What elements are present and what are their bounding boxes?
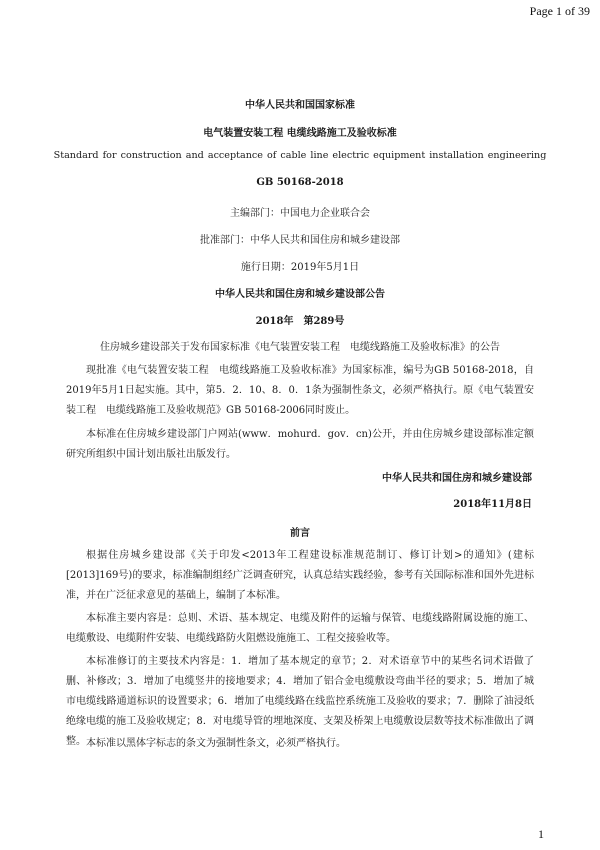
editor-department: 主编部门：中国电力企业联合会	[230, 208, 370, 219]
document-title-en: Standard for construction and acceptance of cable line electric equipment installation engineering	[53, 150, 547, 161]
preface-paragraph: 本标准主要内容是：总则、术语、基本规定、电缆及附件的运输与保管、电缆线路附属设施的施工、电缆敷设、电缆附件安装、电缆线路防火阻燃设施施工、工程交接验收等。	[66, 613, 534, 644]
preface-paragraph: 本标准修订的主要技术内容是：1．增加了基本规定的章节；2．对术语章节中的某些名词术语做了删、补修改；3．增加了电缆竖井的接地要求；4．增加了铝合金电缆敷设弯曲半径的要求；5．增加了城市电缆线路通道标识的设置要求；6．增加了电缆线路在线监控系统施工及验收的要求；7．删除了油浸纸绝缘电缆的施工及验收规定；8．对电缆导管的埋地深度、支架及桥架上电缆敷设层数等技术标准做出了调整。	[66, 656, 534, 747]
page-indicator: Page 1 of 39	[529, 4, 590, 18]
announcement-paragraph: 本标准在住房城乡建设部门户网站(www．mohurd．gov．cn)公开，并由住房城乡建设部标准定额研究所组织中国计划出版社出版发行。	[66, 429, 534, 460]
national-standard-label: 中华人民共和国国家标准	[245, 100, 355, 111]
preface-heading: 前言	[290, 528, 310, 539]
announcement-subject: 住房城乡建设部关于发布国家标准《电气装置安装工程 电缆线路施工及验收标准》的公告	[100, 342, 500, 353]
preface-paragraph: 根据住房城乡建设部《关于印发<2013年工程建设标准规范制订、修订计划>的通知》(建标[2013]169号)的要求，标准编制组经广泛调查研究，认真总结实践经验，参考有关国际标准和国外先进标准，并在广泛征求意见的基础上，编制了本标准。	[66, 550, 534, 601]
standard-code: GB 50168-2018	[256, 177, 344, 188]
preface-paragraph: 本标准以黑体字标志的条文为强制性条文，必须严格执行。	[86, 738, 346, 749]
announcement-date: 2018年11月8日	[453, 499, 532, 510]
effective-date: 施行日期：2019年5月1日	[240, 262, 360, 273]
announcement-paragraph: 现批准《电气装置安装工程 电缆线路施工及验收标准》为国家标准，编号为GB 50168-2018，自2019年5月1日起实施。其中，第5．2．10、8．0．1条为强制性条文，必须严格执行。原《电气装置安装工程 电缆线路施工及验收规范》GB 50168-2006同时废止。	[66, 365, 534, 416]
announcement-signer: 中华人民共和国住房和城乡建设部	[382, 473, 532, 484]
approver-department: 批准部门：中华人民共和国住房和城乡建设部	[200, 235, 400, 246]
announcement-number: 2018年 第289号	[255, 316, 345, 327]
page-number: 1	[538, 827, 544, 841]
announcement-heading: 中华人民共和国住房和城乡建设部公告	[215, 289, 385, 300]
document-title-cn: 电气装置安装工程 电缆线路施工及验收标准	[203, 128, 397, 139]
